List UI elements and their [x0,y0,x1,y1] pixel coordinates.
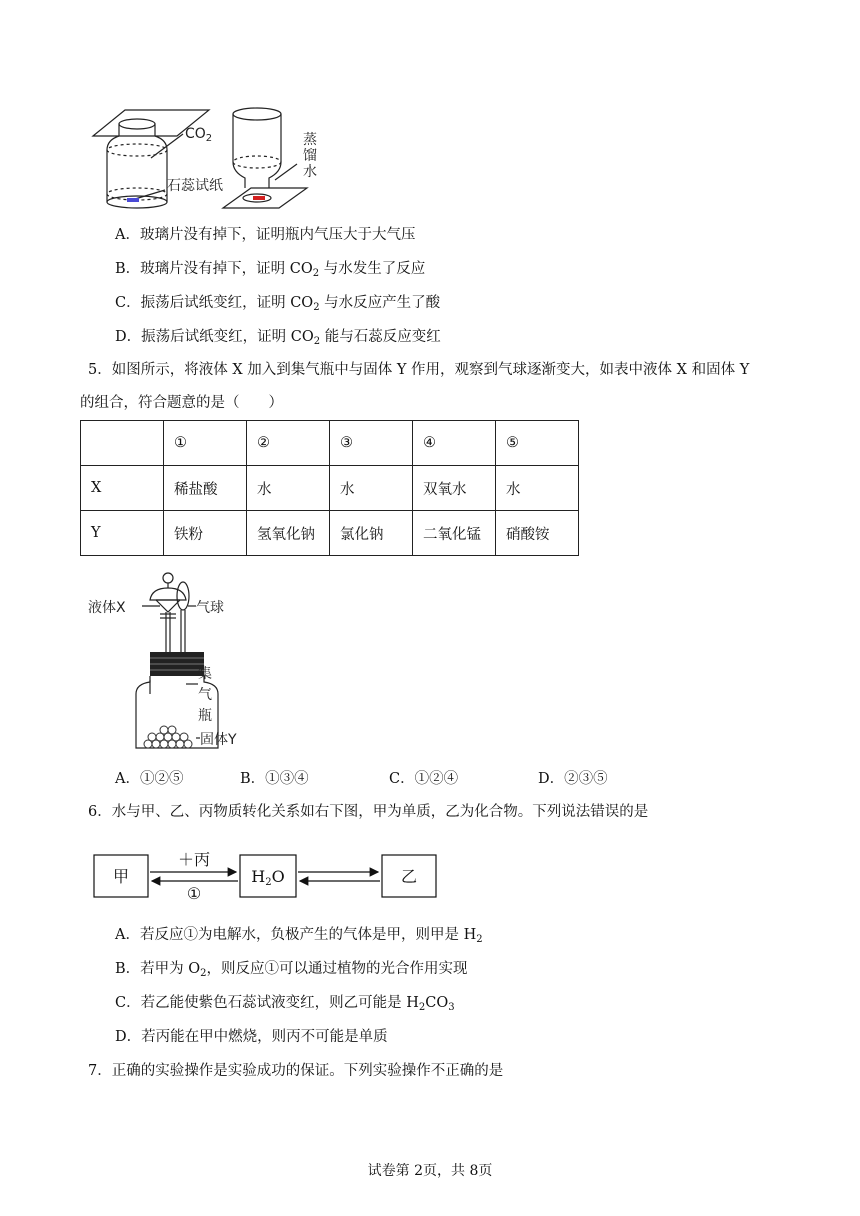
q4-option-a: A．玻璃片没有掉下，证明瓶内气压大于大气压 [115,227,416,243]
label-plus-bing: ＋丙 [177,850,211,869]
balloon-label: 气球 [196,600,224,616]
blue-litmus-strip [127,198,139,202]
table-cell: 双氧水 [413,466,496,511]
water-label-3: 水 [303,164,317,180]
table-cell: 铁粉 [164,511,247,556]
q5-table [80,420,579,556]
label-jia: 甲 [112,867,130,886]
red-litmus-strip [253,196,265,200]
table-cell: ⑤ [496,421,579,466]
table-cell: 水 [247,466,330,511]
bottle-label-3: 瓶 [198,708,212,724]
q4-option-c: C．振荡后试纸变红，证明 $CO_2$ 与水反应产生了酸 [115,295,441,313]
solid-particles [144,726,192,748]
table-cell: ① [164,421,247,466]
q6-stem: 6．水与甲、乙、丙物质转化关系如右下图，甲为单质，乙为化合物。下列说法错误的是 [88,804,649,820]
table-cell: Y [81,511,164,556]
table-cell [81,421,164,466]
litmus-label: 石蕊试纸 [167,178,223,194]
table-cell: 稀盐酸 [164,466,247,511]
label-reaction-1: ① [186,884,202,903]
table-cell: 水 [496,466,579,511]
table-cell: 二氧化锰 [413,511,496,556]
table-cell: 硝酸铵 [496,511,579,556]
q4-option-d: D．振荡后试纸变红，证明 $CO_2$ 能与石蕊反应变红 [115,329,441,347]
label-yi: 乙 [400,867,418,886]
conversion-diagram [90,845,440,905]
q5-stem-line1: 5．如图所示，将液体 X 加入到集气瓶中与固体 Y 作用，观察到气球逐渐变大，如表中液体 X 和固体 Y [88,362,750,378]
bottle-label-1: 集 [198,666,212,682]
water-label-2: 馏 [303,148,317,164]
table-cell: 水 [330,466,413,511]
gas-bottle-figure [86,568,256,758]
label-h2o: H2O [251,867,285,888]
co2-litmus-figure [85,98,345,220]
table-cell: ② [247,421,330,466]
table-cell: 氢氧化钠 [247,511,330,556]
q5-option-c: C．①②④ [389,771,459,787]
q6-option-b: B．若甲为 $O_2$，则反应①可以通过植物的光合作用实现 [115,961,468,979]
table-cell: ③ [330,421,413,466]
box-h2o [240,855,296,897]
q5-option-b: B．①③④ [240,771,309,787]
water-label-1: 蒸 [303,132,317,148]
q7-stem: 7．正确的实验操作是实验成功的保证。下列实验操作不正确的是 [88,1063,504,1079]
q5-option-d: D．②③⑤ [538,771,608,787]
table-cell: 氯化钠 [330,511,413,556]
co2-label: $CO_2$ [185,126,213,144]
q5-stem-line2: 的组合，符合题意的是（ ） [80,395,283,411]
page-footer: 试卷第 2页，共 8页 [367,1163,493,1179]
q6-option-c: C．若乙能使紫色石蕊试液变红，则乙可能是 $H_2CO_3$ [115,995,455,1013]
liquid-x-label: 液体X [88,600,126,616]
table-row [81,466,579,511]
table-row [81,511,579,556]
bottle-label-2: 气 [198,687,212,703]
q6-option-a: A．若反应①为电解水，负极产生的气体是甲，则甲是 $H_2$ [115,927,483,945]
table-row [81,421,579,466]
solid-y-label: 固体Y [200,732,237,748]
q5-option-a: A．①②⑤ [115,771,184,787]
q4-option-b: B．玻璃片没有掉下，证明 $CO_2$ 与水发生了反应 [115,261,426,279]
table-cell: ④ [413,421,496,466]
q6-option-d: D．若丙能在甲中燃烧，则丙不可能是单质 [115,1029,388,1045]
table-cell: X [81,466,164,511]
